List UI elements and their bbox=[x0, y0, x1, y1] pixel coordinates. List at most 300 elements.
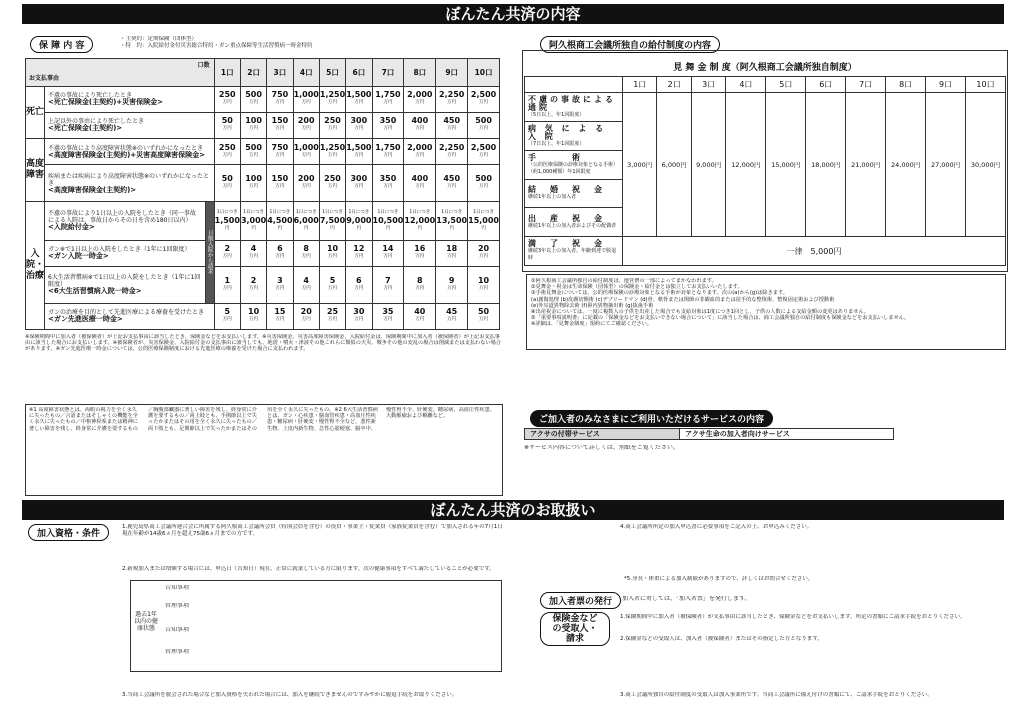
benefit-value bbox=[240, 202, 266, 240]
value-unit: 万円 bbox=[301, 126, 311, 132]
claim-pill: 保険金などの受取人・請求 bbox=[540, 612, 610, 646]
benefit-name: <6大生活習慣病入院一時金> bbox=[48, 287, 142, 296]
notice-pill: 加入者票の発行 bbox=[540, 592, 621, 609]
claim2: 2.保険金などの受取人は、加入者（被保険者）またはその指定した方となります。 bbox=[620, 636, 823, 642]
benefit-value bbox=[404, 303, 436, 329]
service-table bbox=[524, 428, 894, 440]
notice-text: 加入者に対しては、「加入者票」を発行します。 bbox=[622, 596, 751, 602]
value-unit: 万円 bbox=[354, 152, 364, 158]
claim3: 3.商工会議所独自の給付制度の受取人は加入事業所です。当商工会議所に備え付けの書類にて、ご請求手続をおとりください。 bbox=[620, 692, 933, 698]
hoshou-pill: 保 障 内 容 bbox=[30, 36, 93, 53]
value-number: 1 bbox=[224, 275, 231, 285]
benefit-value bbox=[468, 303, 500, 329]
service-note: ※サービス内容について詳しくは、別紙をご覧ください。 bbox=[524, 445, 679, 451]
benefit-value bbox=[404, 86, 436, 112]
value-unit: 円 bbox=[277, 225, 283, 231]
value-unit: 万円 bbox=[301, 285, 311, 291]
value-number: 5 bbox=[224, 307, 231, 317]
benefit-name: <高度障害保険金(主契約)+災害高度障害保険金> bbox=[48, 150, 205, 159]
benefit-value bbox=[267, 202, 293, 240]
value-number: 350 bbox=[379, 116, 397, 126]
value-unit: 万円 bbox=[383, 317, 393, 323]
disease-list-box bbox=[25, 404, 503, 496]
benefit-name: <死亡保険金(主契約)> bbox=[48, 124, 123, 133]
value-unit: 万円 bbox=[383, 285, 393, 291]
benefit-value bbox=[293, 202, 319, 240]
per-day-label: 1日につき bbox=[322, 209, 343, 215]
benefit-value bbox=[372, 303, 404, 329]
mimai-label-main: 病 気 に よ る 入 院 bbox=[528, 123, 607, 141]
value-unit: 万円 bbox=[222, 285, 232, 291]
mimai-unit: 5口 bbox=[766, 76, 806, 92]
value-unit: 万円 bbox=[383, 126, 393, 132]
benefit-value bbox=[468, 165, 500, 202]
mimai-amount: 18,000円 bbox=[806, 93, 846, 237]
value-unit: 万円 bbox=[447, 184, 457, 190]
benefit-name: <死亡保険金(主契約)+災害保険金> bbox=[48, 98, 163, 107]
mimai-unit: 7口 bbox=[846, 76, 886, 92]
benefit-row bbox=[26, 139, 500, 165]
value-number: 18 bbox=[446, 244, 458, 254]
top-title: ぼんたん共済の内容 bbox=[431, 4, 594, 24]
terms-pill: 加入資格・条件 bbox=[28, 524, 109, 541]
terms-line3: 3.当商工会議所を脱会された場合など加入資格を失われた場合には、加入を継続できませんのですみやかに脱退手続をお取りください。 bbox=[122, 692, 458, 698]
benefit-value bbox=[346, 202, 372, 240]
claim1: 1.保険期間中に加入者（被保険者）が支払事由に該当したとき、保険金などをお支払いします。所定の書類にご請求手続をおとりください。 bbox=[620, 614, 966, 620]
benefit-row bbox=[26, 86, 500, 112]
units-label: 口数 bbox=[197, 62, 210, 69]
mimai-label-sub: 継続3年以上の加入者、年齢到達で脱退時 bbox=[528, 248, 617, 262]
value-number: 40 bbox=[414, 307, 426, 317]
benefit-value bbox=[468, 266, 500, 303]
benefit-row bbox=[26, 240, 500, 266]
benefit-condition: 不慮の事故により死亡したとき bbox=[48, 92, 133, 100]
value-unit: 万円 bbox=[415, 100, 425, 106]
benefit-value bbox=[372, 165, 404, 202]
value-unit: 万円 bbox=[479, 317, 489, 323]
mimai-title-row bbox=[525, 58, 1006, 76]
unit-header: 5口 bbox=[319, 59, 345, 87]
benefit-value bbox=[372, 86, 404, 112]
value-unit: 万円 bbox=[275, 126, 285, 132]
value-unit: 万円 bbox=[354, 254, 364, 260]
benefit-value bbox=[404, 139, 436, 165]
benefit-value bbox=[468, 112, 500, 138]
value-unit: 万円 bbox=[479, 285, 489, 291]
benefit-value bbox=[267, 303, 293, 329]
benefit-value bbox=[240, 266, 266, 303]
benefit-value bbox=[436, 303, 468, 329]
payment-reason-label: お支払事由 bbox=[29, 74, 60, 82]
value-number: 15,000 bbox=[468, 215, 499, 225]
category-death: 死亡 bbox=[26, 86, 45, 138]
value-number: 3,000 bbox=[240, 215, 267, 225]
value-unit: 万円 bbox=[222, 100, 232, 106]
benefit-value bbox=[468, 240, 500, 266]
value-number: 2,500 bbox=[470, 142, 497, 152]
value-number: 1,750 bbox=[375, 142, 401, 152]
unit-header: 10口 bbox=[468, 59, 500, 87]
benefit-condition: ガン※で1日以上の入院をしたとき（1年に1回限度） bbox=[48, 246, 191, 254]
value-number: 2 bbox=[224, 244, 231, 254]
benefit-value bbox=[214, 240, 240, 266]
unit-header: 2口 bbox=[240, 59, 266, 87]
value-unit: 万円 bbox=[354, 285, 364, 291]
mimai-title: 見 舞 金 制 度（阿久根商工会議所独自制度） bbox=[673, 63, 857, 74]
value-number: 2 bbox=[250, 275, 257, 285]
benefit-value bbox=[240, 165, 266, 202]
value-number: 6,000 bbox=[293, 215, 319, 225]
value-number: 35 bbox=[382, 307, 394, 317]
value-unit: 万円 bbox=[415, 285, 425, 291]
value-number: 1,000 bbox=[293, 142, 319, 152]
value-number: 250 bbox=[324, 116, 341, 126]
benefit-value bbox=[372, 266, 404, 303]
benefit-value bbox=[372, 139, 404, 165]
value-number: 300 bbox=[350, 116, 368, 126]
benefit-value bbox=[404, 112, 436, 138]
value-unit: 万円 bbox=[301, 254, 311, 260]
benefit-value bbox=[240, 86, 266, 112]
value-unit: 万円 bbox=[249, 152, 259, 158]
benefit-value bbox=[214, 266, 240, 303]
benefit-value bbox=[346, 86, 372, 112]
value-unit: 万円 bbox=[415, 317, 425, 323]
top-title-bar bbox=[22, 4, 1004, 24]
benefit-value bbox=[293, 112, 319, 138]
value-unit: 万円 bbox=[222, 184, 232, 190]
value-number: 200 bbox=[297, 116, 315, 126]
per-day-label: 1日につき bbox=[269, 209, 291, 215]
benefit-name: <高度障害保険金(主契約)> bbox=[48, 185, 137, 194]
value-unit: 万円 bbox=[275, 285, 285, 291]
unit-header: 4口 bbox=[293, 59, 319, 87]
value-unit: 万円 bbox=[328, 317, 338, 323]
mimai-amount: 27,000円 bbox=[926, 93, 966, 237]
benefit-value bbox=[214, 86, 240, 112]
value-number: 6 bbox=[356, 275, 362, 285]
value-number: 200 bbox=[297, 174, 315, 184]
value-unit: 円 bbox=[330, 225, 335, 231]
value-unit: 万円 bbox=[447, 254, 457, 260]
value-unit: 万円 bbox=[301, 152, 311, 158]
benefit-value bbox=[293, 303, 319, 329]
value-number: 750 bbox=[271, 142, 289, 152]
mimai-label bbox=[525, 179, 623, 208]
benefit-value bbox=[240, 240, 266, 266]
hoshou-notes: ※保険期間中に加入者（被保険者）が上記お支払事由に該当したとき、保険金などをお支払いします。※災害保険金、災害高度障害保険金、入院給付金は、保険期間中に加入者（被保険者）が上記お支払事由に該当した場合にお支払いします。※被保険者が、災害保険金、入院給付金の支払事由に該当しても、地震・噴火・津波その他これらに類似の天災、戦争その他の変乱の場合は削減または支払わない場合があります。※ガン先進医療一時金については、公的医療保険制度における先進医療の療養を受けた場合に支払われます。 bbox=[25, 334, 501, 353]
value-unit: 万円 bbox=[301, 317, 311, 323]
hoshou-contract-lines bbox=[120, 36, 500, 50]
benefit-value bbox=[404, 202, 436, 240]
benefit-value bbox=[240, 303, 266, 329]
value-number: 4 bbox=[250, 244, 257, 254]
terms-right1: 4.商工会議所所定の加入申込書に必要事項をご記入の上、お申込みください。 bbox=[620, 524, 813, 530]
value-number: 7 bbox=[385, 275, 391, 285]
benefit-value bbox=[436, 112, 468, 138]
value-number: 500 bbox=[475, 174, 492, 184]
special-note-line: ①阿久根商工会議所独自の給付制度は、運営費の一部によってまかなわれます。 bbox=[531, 278, 717, 284]
mimai-flat: 一律 5,000円 bbox=[623, 237, 1006, 266]
value-number: 250 bbox=[324, 174, 341, 184]
value-unit: 円 bbox=[303, 225, 309, 231]
terms-right2: *5.身長・体重による加入制限がありますので、詳しくはお問合せください。 bbox=[624, 576, 814, 582]
benefit-value bbox=[468, 139, 500, 165]
value-unit: 万円 bbox=[383, 184, 393, 190]
benefit-value bbox=[346, 165, 372, 202]
value-unit: 円 bbox=[356, 225, 362, 231]
disease-list-text: ※1 高度障害状態とは、両眼の視力を全く永久に失ったもの／言語またはそしゃくの機能を全く永久に失ったもの／中枢神経系または精神に著しい障害を残し、終身常に介護を要するもの／胸腹部臓器に著しい障害を残し、終身常に介護を要するもの／両上肢とも、手関節以上で失ったかまたはその用を全く永久に失ったもの／両下肢とも、足関節以上で失ったかまたはその用を全く永久に失ったもの。※2 6大生活習慣病とは、ガン・心疾患・脳血管疾患・高血圧性疾患・糖尿病・肝硬変・慢性腎不全など。悪性新生物、上皮内新生物、急性心筋梗塞、脳卒中、慢性腎不全、肝硬変、糖尿病、高血圧性疾患、大動脈瘤および解離など。 bbox=[29, 407, 495, 432]
value-number: 10 bbox=[326, 244, 339, 254]
value-number: 50 bbox=[221, 174, 233, 184]
benefit-value bbox=[319, 165, 345, 202]
special-note-line: ⑤「重要事項説明書」に記載の「保険金などをお支払いできない場合について」に該当した場合は、商工会議所独自の給付制度も保険金などをお支払いしません。 bbox=[531, 315, 910, 322]
value-number: 12 bbox=[353, 244, 365, 254]
value-number: 50 bbox=[477, 307, 490, 317]
special-note-line: (a)創傷処理 (b)皮膚切開術 (c)デブリードマン (d)骨、軟骨または関節の非観血的または徒手的な整復術、整復固定術および授動術 bbox=[531, 296, 835, 303]
per-day-label: 1日につき bbox=[473, 209, 494, 215]
mimai-unit: 4口 bbox=[726, 76, 766, 92]
value-unit: 万円 bbox=[383, 152, 393, 158]
unit-header: 8口 bbox=[404, 59, 436, 87]
value-number: 6 bbox=[277, 244, 283, 254]
hoshou-line1: ・主契約：定期保険（団体型） bbox=[120, 36, 198, 42]
mimai-amount: 6,000円 bbox=[657, 93, 691, 237]
mgmt-label: 管理事項 bbox=[165, 649, 190, 655]
value-number: 300 bbox=[350, 174, 368, 184]
value-unit: 万円 bbox=[328, 254, 338, 260]
value-number: 15 bbox=[274, 307, 286, 317]
value-number: 500 bbox=[245, 142, 262, 152]
mimai-label bbox=[525, 93, 623, 122]
mimai-label-sub: （公的医療保険の診療対象となる手術）（約1,000種類）年1回限度 bbox=[528, 161, 619, 175]
benefit-value bbox=[319, 303, 345, 329]
value-unit: 万円 bbox=[447, 152, 457, 158]
benefit-value bbox=[404, 165, 436, 202]
value-unit: 円 bbox=[251, 225, 256, 231]
special-notes bbox=[531, 278, 1003, 348]
benefit-value bbox=[372, 112, 404, 138]
mimai-label-sub: 継続1年以上の加入者 bbox=[528, 194, 577, 201]
value-unit: 万円 bbox=[479, 254, 489, 260]
value-number: 3 bbox=[277, 275, 283, 285]
value-number: 350 bbox=[379, 174, 397, 184]
value-number: 13,500 bbox=[436, 215, 468, 225]
value-unit: 万円 bbox=[447, 100, 457, 106]
benefit-value bbox=[240, 139, 266, 165]
benefit-value bbox=[319, 202, 345, 240]
mimai-row bbox=[525, 237, 1006, 266]
value-number: 2,000 bbox=[407, 142, 433, 152]
mimai-label bbox=[525, 208, 623, 237]
benefit-desc bbox=[45, 165, 215, 202]
value-number: 1,500 bbox=[346, 142, 372, 152]
benefit-row bbox=[26, 165, 500, 202]
benefit-name: <ガン先進医療一時金> bbox=[48, 315, 123, 324]
value-number: 10 bbox=[477, 275, 490, 285]
value-number: 100 bbox=[245, 174, 262, 184]
value-unit: 万円 bbox=[383, 254, 393, 260]
mgmt-label: 管理事項 bbox=[165, 603, 190, 609]
per-day-label: 1日につき bbox=[441, 209, 463, 215]
benefit-value bbox=[267, 139, 293, 165]
benefit-desc bbox=[45, 86, 215, 112]
benefit-value bbox=[319, 266, 345, 303]
category-hospital: 入院・治療 bbox=[26, 202, 45, 330]
benefit-value bbox=[214, 202, 240, 240]
special-note-line: ※詳細は、「見舞金制度」規約にてご確認ください。 bbox=[531, 321, 653, 328]
value-unit: 万円 bbox=[479, 126, 489, 132]
side-label: 日額入院から請求 bbox=[205, 202, 214, 304]
benefit-value bbox=[240, 112, 266, 138]
value-unit: 万円 bbox=[301, 184, 311, 190]
benefit-condition: 不慮の事故により1日以上の入院をしたとき（同一事故による入院は、事故日からその日を含め180日以内） bbox=[48, 210, 196, 225]
benefits-body bbox=[26, 86, 500, 329]
benefit-desc bbox=[45, 240, 206, 266]
header-reason bbox=[26, 59, 215, 87]
benefit-value bbox=[346, 112, 372, 138]
value-number: 500 bbox=[475, 116, 492, 126]
per-day-label: 1日につき bbox=[409, 209, 431, 215]
mimai-label-main: 手 術 bbox=[528, 152, 583, 162]
value-number: 8 bbox=[417, 275, 423, 285]
value-unit: 万円 bbox=[249, 285, 259, 291]
value-number: 2,500 bbox=[470, 90, 497, 100]
value-number: 20 bbox=[477, 244, 490, 254]
value-unit: 万円 bbox=[275, 152, 285, 158]
category-disability: 高度障害 bbox=[26, 139, 45, 202]
value-number: 250 bbox=[218, 142, 236, 152]
value-number: 750 bbox=[271, 90, 289, 100]
value-unit: 万円 bbox=[222, 254, 232, 260]
special-note-line: ④出産祝金については、一度に複数人の子供を出産した場合でも支給対象は1度につき1回とし、子供の人数による支給金額の変更はありません。 bbox=[531, 309, 870, 316]
benefit-name: <入院給付金> bbox=[48, 223, 95, 232]
terms-line2: 2.新規加入または増額する場合には、申込日（告知日）現在、正常に就業している方に限ります。次の健康事項をすべて満たしていることが必要です。 bbox=[122, 566, 495, 572]
benefit-condition: 6大生活習慣病※で1日以上の入院をしたとき（1年に1回限度） bbox=[48, 274, 201, 289]
service-pill: ご加入者のみなさまにご利用いただけるサービスの内容 bbox=[530, 410, 773, 427]
value-number: 50 bbox=[221, 116, 233, 126]
benefit-value bbox=[468, 202, 500, 240]
benefit-desc bbox=[45, 202, 206, 240]
value-number: 10,500 bbox=[372, 215, 404, 225]
mimai-label-main: 結 婚 祝 金 bbox=[528, 185, 605, 195]
benefit-value bbox=[293, 86, 319, 112]
value-number: 150 bbox=[271, 174, 289, 184]
table-header-row bbox=[26, 59, 500, 87]
value-unit: 万円 bbox=[415, 184, 425, 190]
service-key: アクサの付帯サービス bbox=[525, 429, 680, 440]
value-unit: 万円 bbox=[415, 126, 425, 132]
value-number: 500 bbox=[245, 90, 262, 100]
benefit-value bbox=[404, 266, 436, 303]
unit-header: 1口 bbox=[214, 59, 240, 87]
benefits-table bbox=[25, 58, 500, 330]
value-number: 4 bbox=[303, 275, 309, 285]
value-unit: 万円 bbox=[447, 126, 457, 132]
mimai-unit: 9口 bbox=[926, 76, 966, 92]
value-unit: 万円 bbox=[447, 317, 457, 323]
value-number: 12,000 bbox=[404, 215, 436, 225]
terms-line1: 1.鹿児島県商工会議所連合会に所属する阿久根商工会議所会員（特別会員を含む）の役員・事業主・従業員（家族従業員を含む）で加入される年の7月1日現在年齢が14歳6ヵ月を超え75歳6ヵ月までの方です。 bbox=[122, 524, 503, 537]
benefit-name: <ガン入院一時金> bbox=[48, 252, 109, 261]
value-number: 20 bbox=[300, 307, 312, 317]
mimai-units-row bbox=[525, 76, 1006, 92]
value-unit: 万円 bbox=[479, 184, 489, 190]
value-number: 400 bbox=[411, 174, 429, 184]
value-unit: 万円 bbox=[328, 126, 338, 132]
benefit-value bbox=[267, 112, 293, 138]
benefit-condition: ガンの治療を目的として先進医療による療養を受けたとき bbox=[48, 309, 205, 317]
mimai-corner bbox=[525, 76, 623, 92]
benefit-value bbox=[346, 303, 372, 329]
value-unit: 万円 bbox=[415, 152, 425, 158]
benefit-value bbox=[436, 202, 468, 240]
value-unit: 万円 bbox=[222, 126, 232, 132]
benefit-value bbox=[436, 266, 468, 303]
benefit-value bbox=[267, 86, 293, 112]
mimai-unit: 2口 bbox=[657, 76, 691, 92]
value-unit: 万円 bbox=[275, 184, 285, 190]
mimai-body bbox=[525, 93, 1006, 266]
benefit-value bbox=[346, 240, 372, 266]
value-number: 16 bbox=[414, 244, 426, 254]
value-unit: 万円 bbox=[354, 317, 364, 323]
mimai-unit: 3口 bbox=[691, 76, 725, 92]
value-unit: 万円 bbox=[383, 100, 393, 106]
benefit-value bbox=[267, 165, 293, 202]
per-day-label: 1日につき bbox=[377, 209, 399, 215]
doc-label: 告知事項 bbox=[165, 585, 190, 591]
value-number: 1,250 bbox=[319, 90, 346, 100]
value-number: 2,250 bbox=[439, 142, 465, 152]
value-number: 10 bbox=[248, 307, 260, 317]
mimai-unit: 1口 bbox=[623, 76, 657, 92]
value-unit: 万円 bbox=[275, 317, 285, 323]
value-number: 1,500 bbox=[214, 215, 240, 225]
mimai-amount: 15,000円 bbox=[766, 93, 806, 237]
hoshou-line2: ・特 約：入院給付金付災害総合特約・ガン重点保障等生活習慣病一時金特約 bbox=[120, 43, 313, 49]
value-number: 9,000 bbox=[346, 215, 372, 225]
value-number: 400 bbox=[411, 116, 429, 126]
per-day-label: 1日につき bbox=[295, 209, 317, 215]
benefit-desc bbox=[45, 112, 215, 138]
value-unit: 万円 bbox=[328, 285, 338, 291]
benefit-value bbox=[214, 112, 240, 138]
value-unit: 万円 bbox=[249, 184, 259, 190]
value-number: 9 bbox=[448, 275, 455, 285]
value-number: 1,500 bbox=[346, 90, 372, 100]
value-unit: 万円 bbox=[275, 254, 285, 260]
benefit-row bbox=[26, 303, 500, 329]
benefit-value bbox=[267, 266, 293, 303]
value-number: 8 bbox=[303, 244, 309, 254]
per-day-label: 1日につき bbox=[348, 209, 370, 215]
value-number: 14 bbox=[382, 244, 394, 254]
mimai-unit: 6口 bbox=[806, 76, 846, 92]
value-unit: 万円 bbox=[479, 152, 489, 158]
value-unit: 万円 bbox=[249, 126, 259, 132]
benefit-row bbox=[26, 112, 500, 138]
benefit-value bbox=[436, 139, 468, 165]
mimai-label-main: 不慮の事故による通院 bbox=[528, 94, 616, 112]
value-unit: 万円 bbox=[328, 100, 338, 106]
benefit-value bbox=[267, 240, 293, 266]
value-unit: 円 bbox=[449, 225, 454, 231]
special-note-line: ②見舞金・祝金は生命保険（団体型）の保険金・給付金とは独立してお支払いいたします。 bbox=[531, 284, 743, 291]
benefit-value bbox=[293, 266, 319, 303]
service-value: アクサ生命の加入者向けサービス bbox=[680, 429, 894, 440]
unit-header: 6口 bbox=[346, 59, 372, 87]
